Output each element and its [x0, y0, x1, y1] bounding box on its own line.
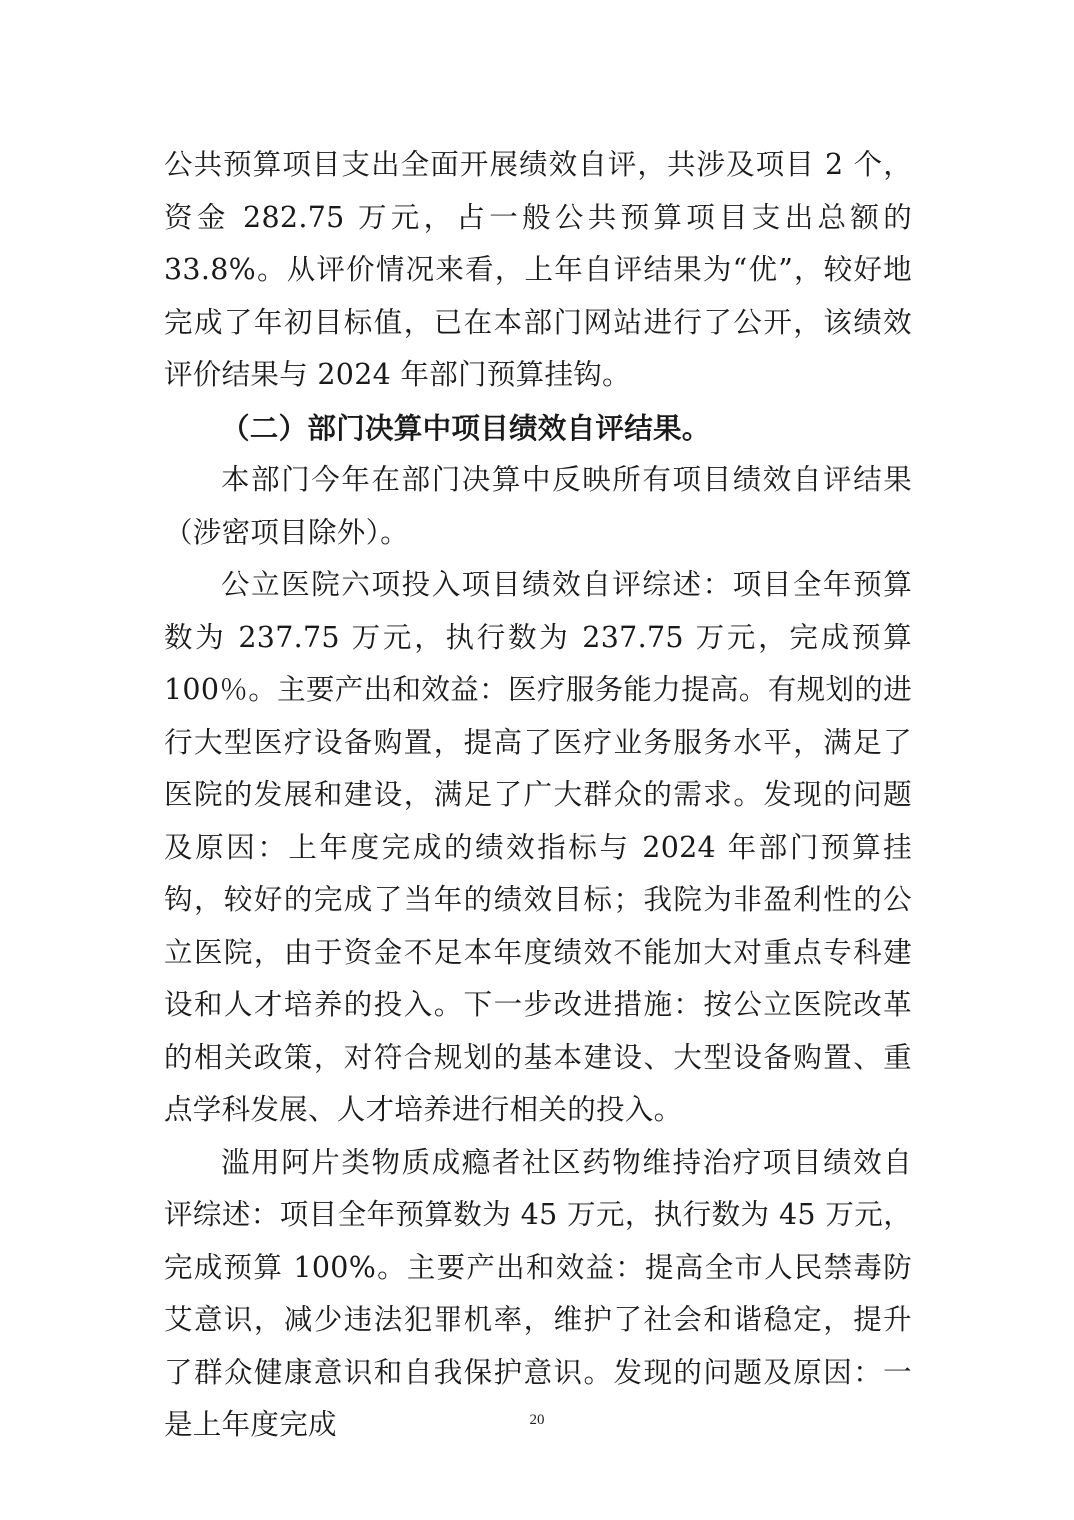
paragraph-public-hospital-project: 公立医院六项投入项目绩效自评综述：项目全年预算数为 237.75 万元，执行数为 237.75 万元，完成预算 100％。主要产出和效益：医疗服务能力提高。有规划的进行大型医疗设备购置，提高了医疗业务服务水平，满足了医院的发展和建设，满足了广大群众的需求。发现的问题及原因：上年度完成的绩效指标与 2024 年部门预算挂钩，较好的完成了当年的绩效目标；我院为非盈利性的公立医院，由于资金不足本年度绩效不能加大对重点专科建设和人才培养的投入。下一步改进措施：按公立医院改革的相关政策，对符合规划的基本建设、大型设备购置、重点学科发展、人才培养进行相关的投入。 [164, 568, 912, 1126]
paragraph-final-accounts-intro: 本部门今年在部门决算中反映所有项目绩效自评结果（涉密项目除外）。 [164, 463, 912, 549]
body-text [164, 139, 912, 1452]
paragraph-opioid-treatment-project: 滥用阿片类物质成瘾者社区药物维持治疗项目绩效自评综述：项目全年预算数为 45 万元，执行数为 45 万元，完成预算 100%。主要产出和效益：提高全市人民禁毒防艾意识，减少违法犯罪机率，维护了社会和谐稳定，提升了群众健康意识和自我保护意识。发现的问题及原因：一是上年度完成 [164, 1145, 912, 1441]
section-heading-final-accounts: （二）部门决算中项目绩效自评结果。 [221, 410, 711, 445]
paragraph-budget-evaluation-continued: 公共预算项目支出全面开展绩效自评，共涉及项目 2 个，资金 282.75 万元，占一般公共预算项目支出总额的 33.8%。从评价情况来看，上年自评结果为“优”，较好地完成了年初目标值，已在本部门网站进行了公开，该绩效评价结果与 2024 年部门预算挂钩。 [164, 148, 912, 391]
page-number: 20 [529, 1412, 545, 1428]
